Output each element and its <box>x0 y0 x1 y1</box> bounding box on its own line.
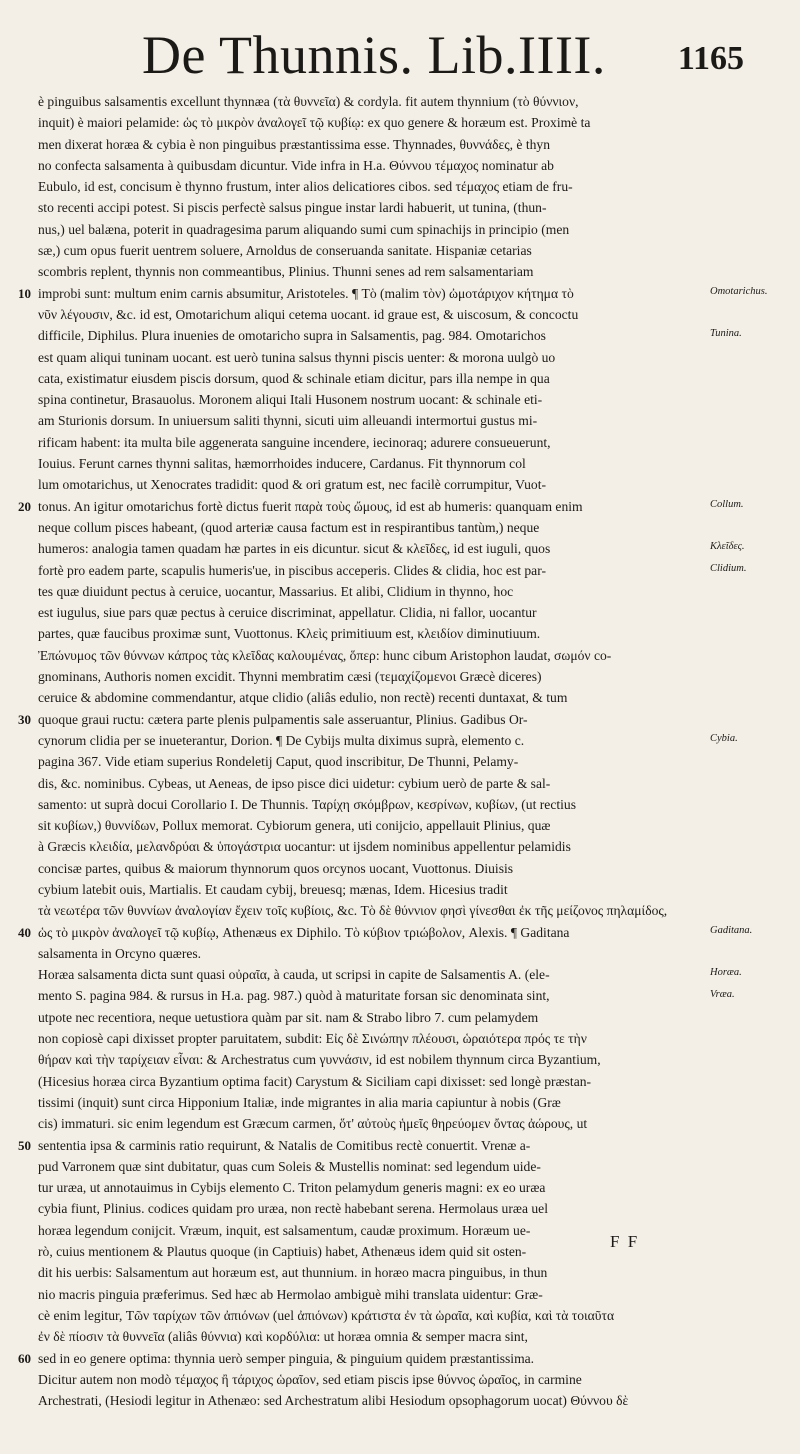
text-line <box>38 1092 710 1113</box>
line-text: rò, cuius mentionem & Plautus quoque (in Captiuis) habet, Athenæus idem quid sit osten- <box>38 1244 527 1260</box>
text-line <box>38 666 710 687</box>
text-line <box>38 1369 710 1390</box>
text-line <box>38 943 710 964</box>
text-line <box>38 858 710 879</box>
line-text: cybium latebit ouis, Martialis. Et caudam cybij, breuesq; mænas, Idem. Hicesius tradit <box>38 881 508 897</box>
text-line <box>38 517 710 538</box>
text-line <box>38 410 710 431</box>
line-text: men dixerat horæa & cybia è non pinguibus præstantissima esse. Thynnades, θυννάδες, è thyn <box>38 136 551 152</box>
line-text: quoque graui ructu: cætera parte plenis pulpamentis sale asseruantur, Plinius. Gadibus Or- <box>38 711 528 727</box>
line-text: est iugulus, siue pars quæ pectus à ceruice discriminat, appellatur. Clidia, ni fallor, uocantur <box>38 605 537 621</box>
line-text: θήραν καὶ τὴν ταρίχειαν εἶναι: & Archestratus cum γυννάσιν, id est nobilem thynnum circa Byzantium, <box>38 1052 601 1068</box>
text-line <box>38 581 710 602</box>
line-text: cynorum clidia per se inueterantur, Dorion. ¶ De Cybijs multa diximus suprà, elemento c. <box>38 732 525 748</box>
line-number: 10 <box>18 285 31 301</box>
text-line <box>38 453 710 474</box>
text-line <box>38 687 710 708</box>
line-text: νῦν λέγουσιν, &c. id est, Omotarichum aliqui cetema uocant. id graue est, & uiscosum, & concoctu <box>38 306 579 322</box>
text-line <box>18 283 710 304</box>
text-line <box>38 1071 710 1092</box>
line-text: sed in eo genere optima: thynnia uerò semper pinguia, & pinguium quidem præstantissima. <box>38 1350 535 1366</box>
margin-note: Collum. <box>710 498 744 510</box>
line-text: am Sturionis dorsum. In uniuersum saliti thynni, sicuti uim alleuandi intermortui gustus mi- <box>38 413 538 429</box>
line-text: fortè pro eadem parte, scapulis humeris'ue, in piscibus acceperis. Clides & clidia, hoc est par- <box>38 562 546 578</box>
line-text: sententia ipsa & carminis ratio requirunt, & Natalis de Comitibus rectè conuertit. Vrenæ a- <box>38 1137 531 1153</box>
text-line <box>38 773 710 794</box>
line-number: 30 <box>18 711 31 727</box>
text-line <box>38 1198 710 1219</box>
line-text: partes, quæ faucibus proximæ sunt, Vuottonus. Κλεὶς primitiuum est, κλειδίον diminutiuum. <box>38 626 541 642</box>
line-text: neque collum pisces habeant, (quod arteriæ causa factum est in respirantibus tantùm,) neque <box>38 519 540 535</box>
text-line <box>38 602 710 623</box>
margin-note: Omotarichus. <box>710 285 768 297</box>
line-text: Dicitur autem non modò τέμαχος ἢ τάριχος ὡραῖον, sed etiam piscis ipse θύννος ὡραῖος, in carmine <box>38 1371 582 1387</box>
line-text: samento: ut suprà docui Corollario I. De Thunnis. Ταρίχη σκόμβρων, κεσρίνων, κυβίων, (ut rectius <box>38 796 577 812</box>
text-line <box>38 730 710 751</box>
line-text: ceruice & abdomine commendantur, atque clidio (aliâs edulio, non rectè) recenti duntaxat, & tum <box>38 690 568 706</box>
text-line <box>38 1326 710 1347</box>
text-line <box>38 1156 710 1177</box>
line-text: sto recenti accipi potest. Si piscis perfectè salsus pingue instar lardi habuerit, ut tunina, (thun- <box>38 200 547 216</box>
text-line <box>38 134 710 155</box>
line-text: sit κυβίων,) θυννίδων, Pollux memorat. Cybiorum genera, uti conijcio, appellauit Plinius, quæ <box>38 818 551 834</box>
line-text: Ἐπώνυμος τῶν θύννων κάπρος τὰς κλεῖδας καλουμένας, ὅπερ: hunc cibum Aristophon laudat, σωμόν co- <box>38 647 612 663</box>
running-title: De Thunnis. Lib.IIII. <box>142 25 606 85</box>
text-line <box>38 176 710 197</box>
text-line <box>38 261 710 282</box>
line-text: τὰ νεωτέρα τῶν θυννίων ἀναλογίαν ἔχειν τοῖς κυβίοις, &c. Τὸ δὲ θύννιον φησὶ γίνεσθαι ἐκ τῆς μείζονος πηλαμίδος, <box>38 903 668 919</box>
text-line <box>38 389 710 410</box>
text-line <box>38 347 710 368</box>
line-text: Iouius. Ferunt carnes thynni salitas, hæmorrhoides inducere, Cardanus. Fit thynnorum col <box>38 456 526 472</box>
line-text: gnominans, Authoris nomen excidit. Thynni membratim cæsi (τεμαχίζομενοι Græcè diceres) <box>38 669 542 685</box>
line-text: nio macris pinguia præferimus. Sed hæc ab Hermolao ambiguè mihi translata uidentur: Græ- <box>38 1286 543 1302</box>
text-line <box>38 645 710 666</box>
text-line <box>38 964 710 985</box>
text-line <box>38 794 710 815</box>
line-text: à Græcis κλειδία, μελανδρύαι & ὑπογάστρια uocantur: ut ijsdem nominibus appellentur pelamidis <box>38 839 571 855</box>
text-line <box>38 1262 710 1283</box>
line-text: tissimi (inquit) sunt circa Hipponium Italiæ, inde migrantes in alia maria capiuntur à nobis (Græ <box>38 1094 561 1110</box>
text-line <box>38 751 710 772</box>
margin-note: Vræa. <box>710 988 735 1000</box>
text-line <box>38 1177 710 1198</box>
text-line <box>38 155 710 176</box>
line-text: utpote nec recentiora, neque uetustiora quàm par sit. nam & Strabo libro 7. cum pelamydem <box>38 1009 539 1025</box>
line-text: concisæ partes, quibus & maiorum thynnorum quos orcynos uocant, Vuottonus. Diuisis <box>38 860 514 876</box>
margin-note: Gaditana. <box>710 924 753 936</box>
line-text: difficile, Diphilus. Plura inuenies de omotaricho supra in Salsamentis, pag. 984. Omotarichos <box>38 328 546 344</box>
text-line <box>38 240 710 261</box>
text-line <box>38 219 710 240</box>
text-line <box>38 91 710 112</box>
line-text: Eubulo, id est, concisum è thynno frustum, inter alios delicatiores cibos. sed τέμαχος etiam de fru- <box>38 179 573 195</box>
text-line <box>38 836 710 857</box>
text-line <box>38 368 710 389</box>
text-line <box>38 1305 710 1326</box>
text-line <box>38 112 710 133</box>
text-line <box>38 560 710 581</box>
line-text: non copiosè capi dixisset propter paruitatem, subdit: Εἰς δὲ Σινώπην πλέουσι, ὡραιότερα πρός τε τὴν <box>38 1031 587 1047</box>
text-line <box>38 474 710 495</box>
line-text: salsamenta in Orcyno quæres. <box>38 945 202 961</box>
line-text: mento S. pagina 984. & rursus in H.a. pag. 987.) quòd à maturitate forsan sic denominata sint, <box>38 988 550 1004</box>
line-text: cis) immaturi. sic enim legendum est Græcum carmen, ὅτ' αὐτοὺς ἡμεῖς θηρεύομεν ὄντας ἀώρους, ut <box>38 1116 588 1132</box>
text-line <box>38 623 710 644</box>
margin-note: Cybia. <box>710 733 738 744</box>
line-text: sæ,) cum opus fuerit uentrem soluere, Arnoldus de conseruanda sanitate. Hispaniæ cetarias <box>38 243 532 259</box>
margin-note: Tunina. <box>710 328 742 340</box>
text-line <box>18 922 710 943</box>
line-text: tes quæ diuidunt pectus à ceruice, uocantur, Massarius. Et alibi, Clidium in thynno, hoc <box>38 583 514 599</box>
line-text: rificam habent: ita multa bile aggenerata sanguine incendere, iecinoraq; adurere consueuerunt, <box>38 434 551 450</box>
margin-note: Clidium. <box>710 562 747 574</box>
text-line <box>38 815 710 836</box>
text-column <box>18 91 710 1411</box>
text-line <box>38 985 710 1006</box>
line-number: 60 <box>18 1350 31 1366</box>
running-header <box>130 20 750 90</box>
line-text: dis, &c. nominibus. Cybeas, ut Aeneas, de ipso pisce dici uidetur: cybium uerò de parte & sal- <box>38 775 551 791</box>
text-line <box>38 538 710 559</box>
text-line <box>38 325 710 346</box>
margin-note: Κλεῖδες. <box>710 541 745 553</box>
text-line <box>38 432 710 453</box>
text-line <box>38 1390 710 1411</box>
line-text: spina continetur, Brasauolus. Moronem aliqui Itali Husonem nostrum uocant: & schinale eti- <box>38 392 543 408</box>
line-text: cata, existimatur eiusdem piscis dorsum, quod & schinale etiam dicitur, pars illa nempe in qua <box>38 370 550 386</box>
signature-mark: F F <box>610 1232 640 1251</box>
line-number: 40 <box>18 924 31 940</box>
line-text: pagina 367. Vide etiam superius Rondeletij Caput, quod inscribitur, De Thunni, Pelamy- <box>38 754 519 770</box>
line-text: scombris replent, thynnis non commeantibus, Plinius. Thunni senes ad rem salsamentariam <box>38 264 534 280</box>
line-text: Archestrati, (Hesiodi legitur in Athenæo: sed Archestratum alibi Hesiodum opsophagorum uocat) Θύννου δὲ <box>38 1393 629 1409</box>
line-number: 20 <box>18 498 31 514</box>
text-line <box>38 1284 710 1305</box>
text-line <box>38 1028 710 1049</box>
margin-note: Horæa. <box>710 967 742 979</box>
line-number: 50 <box>18 1137 31 1153</box>
line-text: no confecta salsamenta à quibusdam dicuntur. Vide infra in H.a. Θύννου τέμαχος nominatur ab <box>38 157 554 173</box>
text-line <box>38 1113 710 1134</box>
text-line <box>38 900 710 921</box>
line-text: Horæa salsamenta dicta sunt quasi οὐραῖα, à cauda, ut scripsi in capite de Salsamentis A. (ele- <box>38 967 550 983</box>
page-number: 1165 <box>677 40 744 77</box>
line-text: lum omotarichus, ut Xenocrates tradidit: quod & ori gratum est, nec facilè corrumpitur, Vuot- <box>38 477 547 493</box>
line-text: tur uræa, ut annotauimus in Cybijs elemento C. Triton pelamydum generis magni: ex eo uræa <box>38 1180 546 1196</box>
line-text: humeros: analogia tamen quadam hæ partes in eis dicuntur. sicut & κλεῖδες, id est iuguli, quos <box>38 541 551 557</box>
text-line <box>38 1007 710 1028</box>
line-text: dit his uerbis: Salsamentum aut horæum est, aut thunnium. in horæo macra pinguibus, in thun <box>38 1265 548 1281</box>
line-text: nus,) uel balæna, poterit in quadragesima parum aliquando sumi cum spinachijs in principio (men <box>38 221 570 237</box>
text-line <box>18 1348 710 1369</box>
text-line <box>38 879 710 900</box>
text-line <box>18 1135 710 1156</box>
text-line <box>18 496 710 517</box>
text-line <box>38 1049 710 1070</box>
line-text: cè enim legitur, Τῶν ταρίχων τῶν ἀπιόνων (uel ἀπιόνων) κράτιστα ἐν τὰ ὡραῖα, καὶ κυβία, καὶ τὰ τοιαῦτα <box>38 1307 615 1323</box>
text-line <box>18 709 710 730</box>
text-line <box>38 197 710 218</box>
line-text: (Hicesius horæa circa Byzantium optima facit) Carystum & Siciliam capi dixisset: sed longè præstan- <box>38 1073 592 1089</box>
line-text: ἐν δὲ πίοσιν τὰ θυννεῖα (aliâs θύννια) καὶ κορδύλια: ut horæa omnia & semper macra sint, <box>38 1329 528 1345</box>
line-text: pud Varronem quæ sint dubitatur, quas cum Soleis & Mustellis nominat: sed legendum uide- <box>38 1158 541 1174</box>
line-text: tonus. An igitur omotarichus fortè dictus fuerit παρὰ τοὺς ὤμους, id est ab humeris: quanquam enim <box>38 498 583 514</box>
line-text: è pinguibus salsamentis excellunt thynnæa (τὰ θυννεῖα) & cordyla. fit autem thynnium (τὸ θύννιον, <box>38 94 579 109</box>
line-text: inquit) è maiori pelamide: ὡς τὸ μικρὸν ἀναλογεῖ τῷ κυβίῳ: ex quo genere & horæum est. Proximè ta <box>38 115 591 131</box>
line-text: ὡς τὸ μικρὸν ἀναλογεῖ τῷ κυβίῳ, Athenæus ex Diphilo. Τὸ κύβιον τριώβολον, Alexis. ¶ Gaditana <box>38 924 570 940</box>
line-text: horæa legendum conijcit. Vræum, inquit, est salsamentum, caudæ proximum. Horæum ue- <box>38 1222 531 1238</box>
line-text: improbi sunt: multum enim carnis absumitur, Aristoteles. ¶ Τὸ (malim τὸν) ὠμοτάριχον κήτημα τὸ <box>38 285 574 301</box>
line-text: cybia fiunt, Plinius. codices quidam pro uræa, non rectè habebant serena. Hermolaus uræa uel <box>38 1201 548 1217</box>
text-line <box>38 304 710 325</box>
line-text: est quam aliqui tuninam uocant. est uerò tunina salsus thynni piscis uenter: & morona uulgò uo <box>38 349 556 365</box>
